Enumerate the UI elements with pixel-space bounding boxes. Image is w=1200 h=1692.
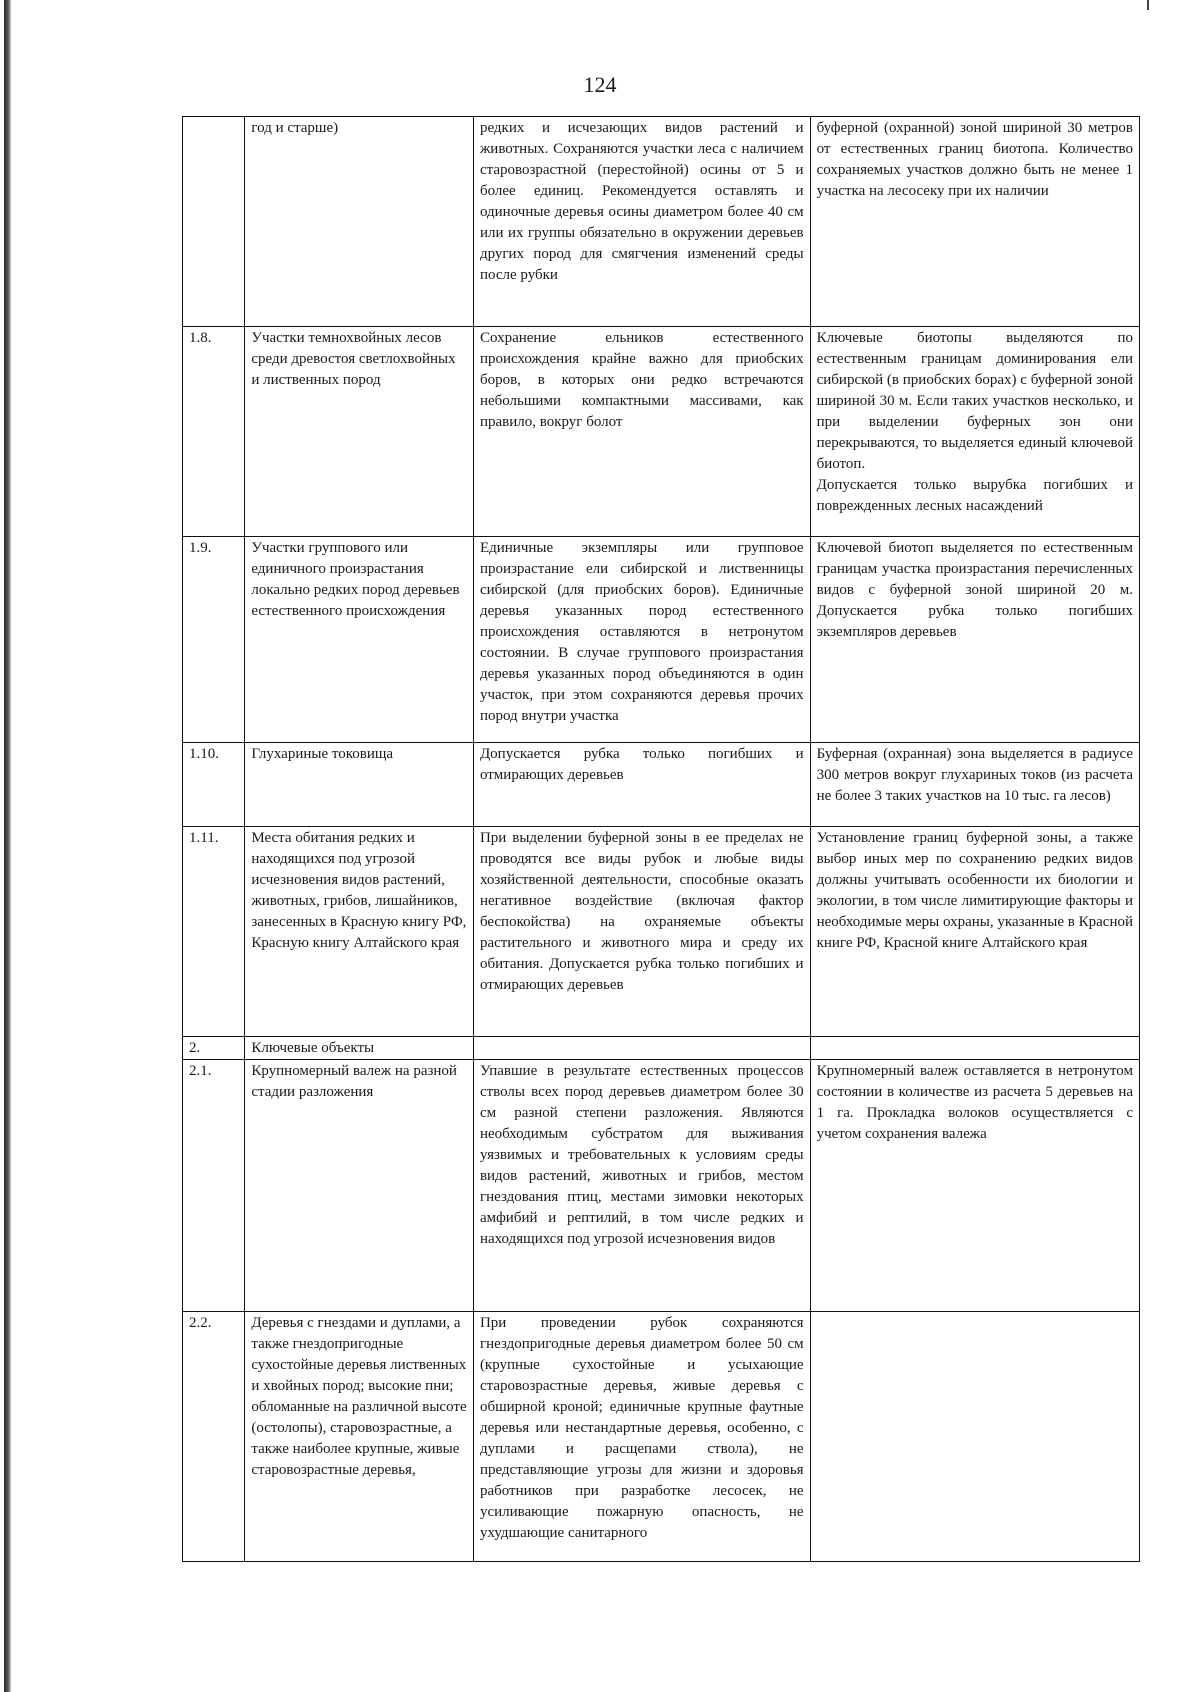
object-name: Участки группового или единичного произрастания локально редких пород деревьев естественного происхождения	[245, 537, 474, 743]
object-description: Сохранение ельников естественного происхождения крайне важно для приобских боров, в которых они редко встречаются небольшими компактными массивами, как правило, вокруг болот	[473, 327, 810, 537]
object-requirements	[810, 537, 1139, 743]
object-name: Глухариные токовища	[245, 743, 474, 827]
object-requirements	[810, 117, 1139, 327]
requirements-paragraph: Буферная (охранная) зона выделяется в радиусе 300 метров вокруг глухариных токов (из расчета не более 3 таких участков на 10 тыс. га лесов)	[816, 746, 1133, 804]
row-number: 1.10.	[183, 743, 245, 827]
table-row	[183, 1312, 1140, 1562]
row-number	[183, 117, 245, 327]
section-title: Ключевые объекты	[245, 1037, 474, 1060]
row-number: 1.8.	[183, 327, 245, 537]
object-name: год и старше)	[245, 117, 474, 327]
object-description: Единичные экземпляры или групповое произрастание ели сибирской и лиственницы сибирской (для приобских боров). Единичные деревья указанных пород естественного происхождения оставляются в нетронутом состоянии. В случае группового произрастания деревья указанных пород объединяются в один участок, при этом сохраняются деревья прочих пород внутри участка	[473, 537, 810, 743]
object-name: Крупномерный валеж на разной стадии разложения	[245, 1060, 474, 1312]
object-description: Упавшие в результате естественных процессов стволы всех пород деревьев диаметром более 30 см разной степени разложения. Являются необходимым субстратом для выживания уязвимых и требовательных к условиям среды видов растений, животных и грибов, местом гнездования птиц, местами зимовки некоторых амфибий и рептилий, в том числе редких и находящихся под угрозой исчезновения видов	[473, 1060, 810, 1312]
requirements-paragraph: Ключевые биотопы выделяются по естественным границам доминирования ели сибирской (в приобских борах) с буферной зоной шириной 30 м. Если таких участков несколько, и при выделении буферных зон они перекрываются, то выделяется единый ключевой биотоп.	[816, 330, 1133, 472]
row-number: 2.2.	[183, 1312, 245, 1562]
object-description: При проведении рубок сохраняются гнездопригодные деревья диаметром более 50 см (крупные сухостойные и усыхающие старовозрастные деревья, живые деревья с обширной кроной; единичные крупные фаутные деревья или нестандартные деревья, особенно, с дуплами и расщепами ствола), не представляющие угрозы для жизни и здоровья работников при разработке лесосек, не усиливающие пожарную опасность, не ухудшающие санитарного	[473, 1312, 810, 1562]
object-description: Допускается рубка только погибших и отмирающих деревьев	[473, 743, 810, 827]
scan-edge	[4, 0, 11, 1692]
object-name: Места обитания редких и находящихся под угрозой исчезновения видов растений, животных, грибов, лишайников, занесенных в Красную книгу РФ, Красную книгу Алтайского края	[245, 827, 474, 1037]
table-row	[183, 827, 1140, 1037]
object-requirements	[810, 1060, 1139, 1312]
row-number: 1.11.	[183, 827, 245, 1037]
biotope-table	[182, 116, 1140, 1562]
row-number: 1.9.	[183, 537, 245, 743]
object-name: Деревья с гнездами и дуплами, а также гнездопригодные сухостойные деревья лиственных и хвойных пород; высокие пни; обломанные на различной высоте (остолопы), старовозрастные, а также наиболее крупные, живые старовозрастные деревья,	[245, 1312, 474, 1562]
object-requirements	[810, 827, 1139, 1037]
requirements-paragraph: Ключевой биотоп выделяется по естественным границам участка произрастания перечисленных видов с буферной зоной шириной 20 м. Допускается рубка только погибших экземпляров деревьев	[816, 540, 1133, 640]
table-row	[183, 537, 1140, 743]
requirements-paragraph: Допускается только вырубка погибших и поврежденных лесных насаждений	[816, 477, 1133, 514]
requirements-paragraph: буферной (охранной) зоной шириной 30 метров от естественных границ биотопа. Количество сохраняемых участков должно быть не менее 1 участка на лесосеку при их наличии	[816, 120, 1133, 199]
table-row	[183, 1037, 1140, 1060]
table-row	[183, 327, 1140, 537]
object-description	[473, 1037, 810, 1060]
requirements-paragraph: Установление границ буферной зоны, а также выбор иных мер по сохранению редких видов должны учитывать особенности их биологии и экологии, в том числе лимитирующие факторы и необходимые меры охраны, указанные в Красной книге РФ, Красной книге Алтайского края	[816, 830, 1133, 951]
table-row	[183, 117, 1140, 327]
object-description: редких и исчезающих видов растений и животных. Сохраняются участки леса с наличием старовозрастной (перестойной) осины от 5 и более единиц. Рекомендуется оставлять и одиночные деревья осины диаметром более 40 см или их группы обязательно в окружении деревьев других пород для смягчения изменений среды после рубки	[473, 117, 810, 327]
object-description: При выделении буферной зоны в ее пределах не проводятся все виды рубок и любые виды хозяйственной деятельности, способные оказать негативное воздействие (включая фактор беспокойства) на охраняемые объекты растительного и животного мира и среду их обитания. Допускается рубка только погибших и отмирающих деревьев	[473, 827, 810, 1037]
object-requirements	[810, 1312, 1139, 1562]
object-requirements	[810, 1037, 1139, 1060]
table-row	[183, 743, 1140, 827]
requirements-paragraph: Крупномерный валеж оставляется в нетронутом состоянии в количестве из расчета 5 деревьев на 1 га. Прокладка волоков осуществляется с учетом сохранения валежа	[816, 1063, 1133, 1142]
object-name: Участки темнохвойных лесов среди древостоя светлохвойных и лиственных пород	[245, 327, 474, 537]
table-row	[183, 1060, 1140, 1312]
page-number: 124	[583, 72, 617, 97]
object-requirements	[810, 743, 1139, 827]
scan-mark	[1147, 0, 1149, 10]
object-requirements	[810, 327, 1139, 537]
row-number: 2.	[183, 1037, 245, 1060]
row-number: 2.1.	[183, 1060, 245, 1312]
